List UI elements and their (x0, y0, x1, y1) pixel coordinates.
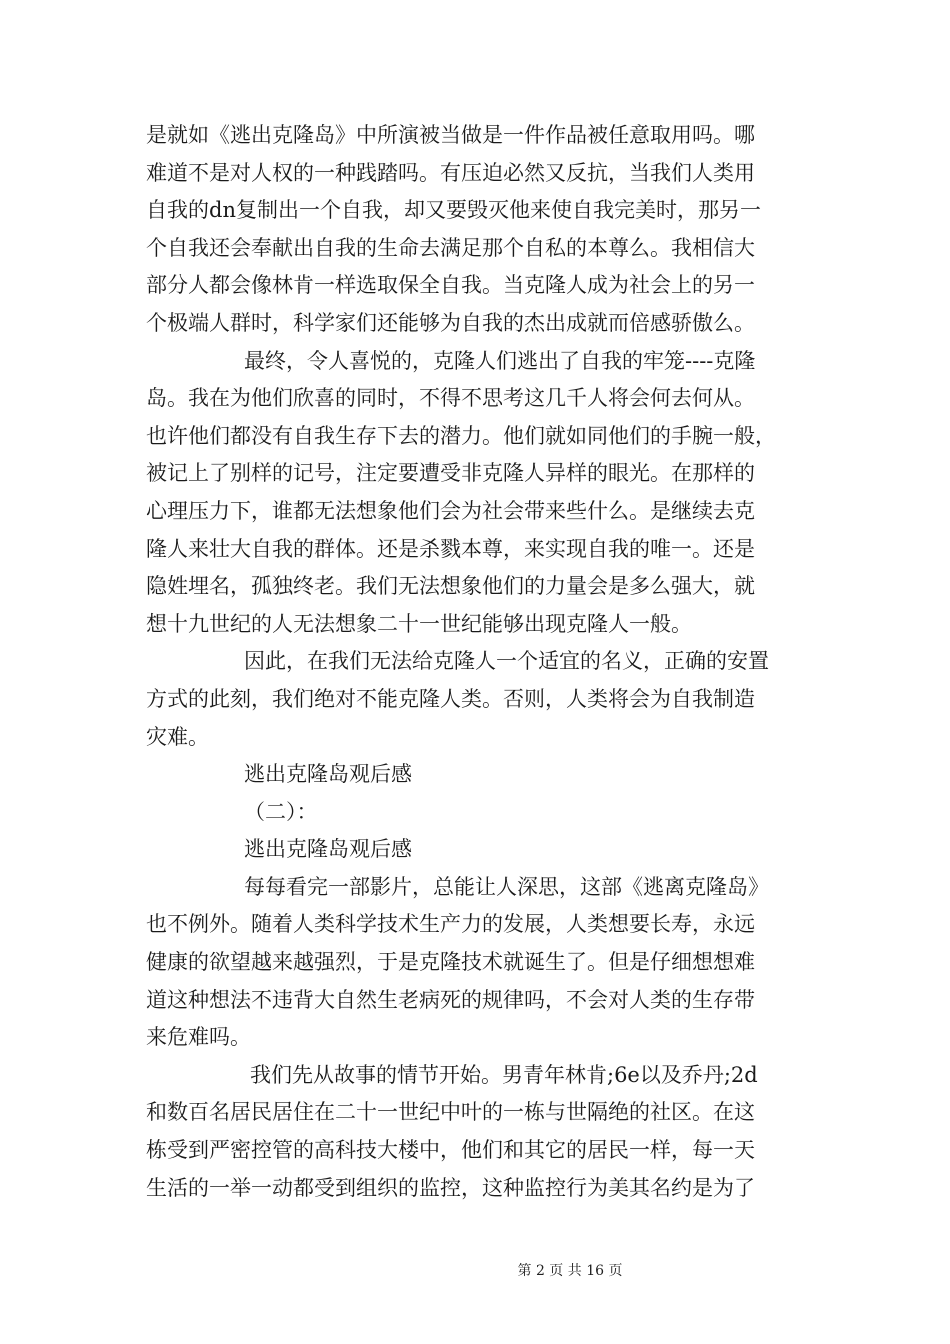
text-line: 来危难吗。 (146, 1025, 251, 1050)
text-line: 隐姓埋名，孤独终老。我们无法想象他们的力量会是多么强大，就 (146, 574, 755, 599)
page-number-footer: 第 2 页 共 16 页 (517, 1263, 623, 1279)
text-line: 心理压力下，谁都无法想象他们会为社会带来些什么。是继续去克 (146, 498, 755, 523)
paragraph-start-line: 因此，在我们无法给克隆人一个适宜的名义，正确的安置 (244, 649, 769, 674)
text-line: 被记上了别样的记号，注定要遭受非克隆人异样的眼光。在那样的 (146, 461, 755, 486)
text-line: 部分人都会像林肯一样选取保全自我。当克隆人成为社会上的另一 (146, 273, 755, 298)
text-line: 自我的dn复制出一个自我，却又要毁灭他来使自我完美时，那另一 (146, 198, 761, 223)
text-line: 也许他们都没有自我生存下去的潜力。他们就如同他们的手腕一般， (146, 423, 776, 448)
text-line: 是就如《逃出克隆岛》中所演被当做是一件作品被任意取用吗。哪 (146, 123, 755, 147)
text-line: 道这种想法不违背大自然生老病死的规律吗，不会对人类的生存带 (146, 987, 755, 1012)
text-line: 个自我还会奉献出自我的生命去满足那个自私的本尊么。我相信大 (146, 235, 755, 260)
paragraph-start-line: 最终，令人喜悦的，克隆人们逃出了自我的牢笼----克隆 (244, 348, 756, 373)
text-line: 隆人来壮大自我的群体。还是杀戮本尊，来实现自我的唯一。还是 (146, 536, 755, 561)
section-heading: 逃出克隆岛观后感 (244, 762, 412, 787)
document-body (146, 117, 814, 1207)
section-title: 逃出克隆岛观后感 (244, 837, 412, 862)
text-line: 生活的一举一动都受到组织的监控，这种监控行为美其名约是为了 (146, 1175, 755, 1200)
section-number: （二）： (244, 799, 318, 824)
text-line: 个极端人群时，科学家们还能够为自我的杰出成就而倍感骄傲么。 (146, 310, 755, 335)
text-line: 栋受到严密控管的高科技大楼中，他们和其它的居民一样，每一天 (146, 1138, 755, 1163)
paragraph-start-line: 我们先从故事的情节开始。男青年林肯;6e以及乔丹;2d (250, 1062, 758, 1087)
text-line: 健康的欲望越来越强烈，于是克隆技术就诞生了。但是仔细想想难 (146, 950, 755, 975)
paragraph-start-line: 每每看完一部影片，总能让人深思，这部《逃离克隆岛》 (244, 874, 769, 899)
text-line: 灾难。 (146, 724, 209, 749)
text-line: 也不例外。随着人类科学技术生产力的发展，人类想要长寿，永远 (146, 912, 755, 937)
text-line: 方式的此刻，我们绝对不能克隆人类。否则，人类将会为自我制造 (146, 686, 755, 711)
text-line: 想十九世纪的人无法想象二十一世纪能够出现克隆人一般。 (146, 611, 692, 636)
text-line: 岛。我在为他们欣喜的同时，不得不思考这几千人将会何去何从。 (146, 386, 755, 411)
text-line: 和数百名居民居住在二十一世纪中叶的一栋与世隔绝的社区。在这 (146, 1100, 755, 1125)
text-line: 难道不是对人权的一种践踏吗。有压迫必然又反抗，当我们人类用 (146, 160, 755, 185)
